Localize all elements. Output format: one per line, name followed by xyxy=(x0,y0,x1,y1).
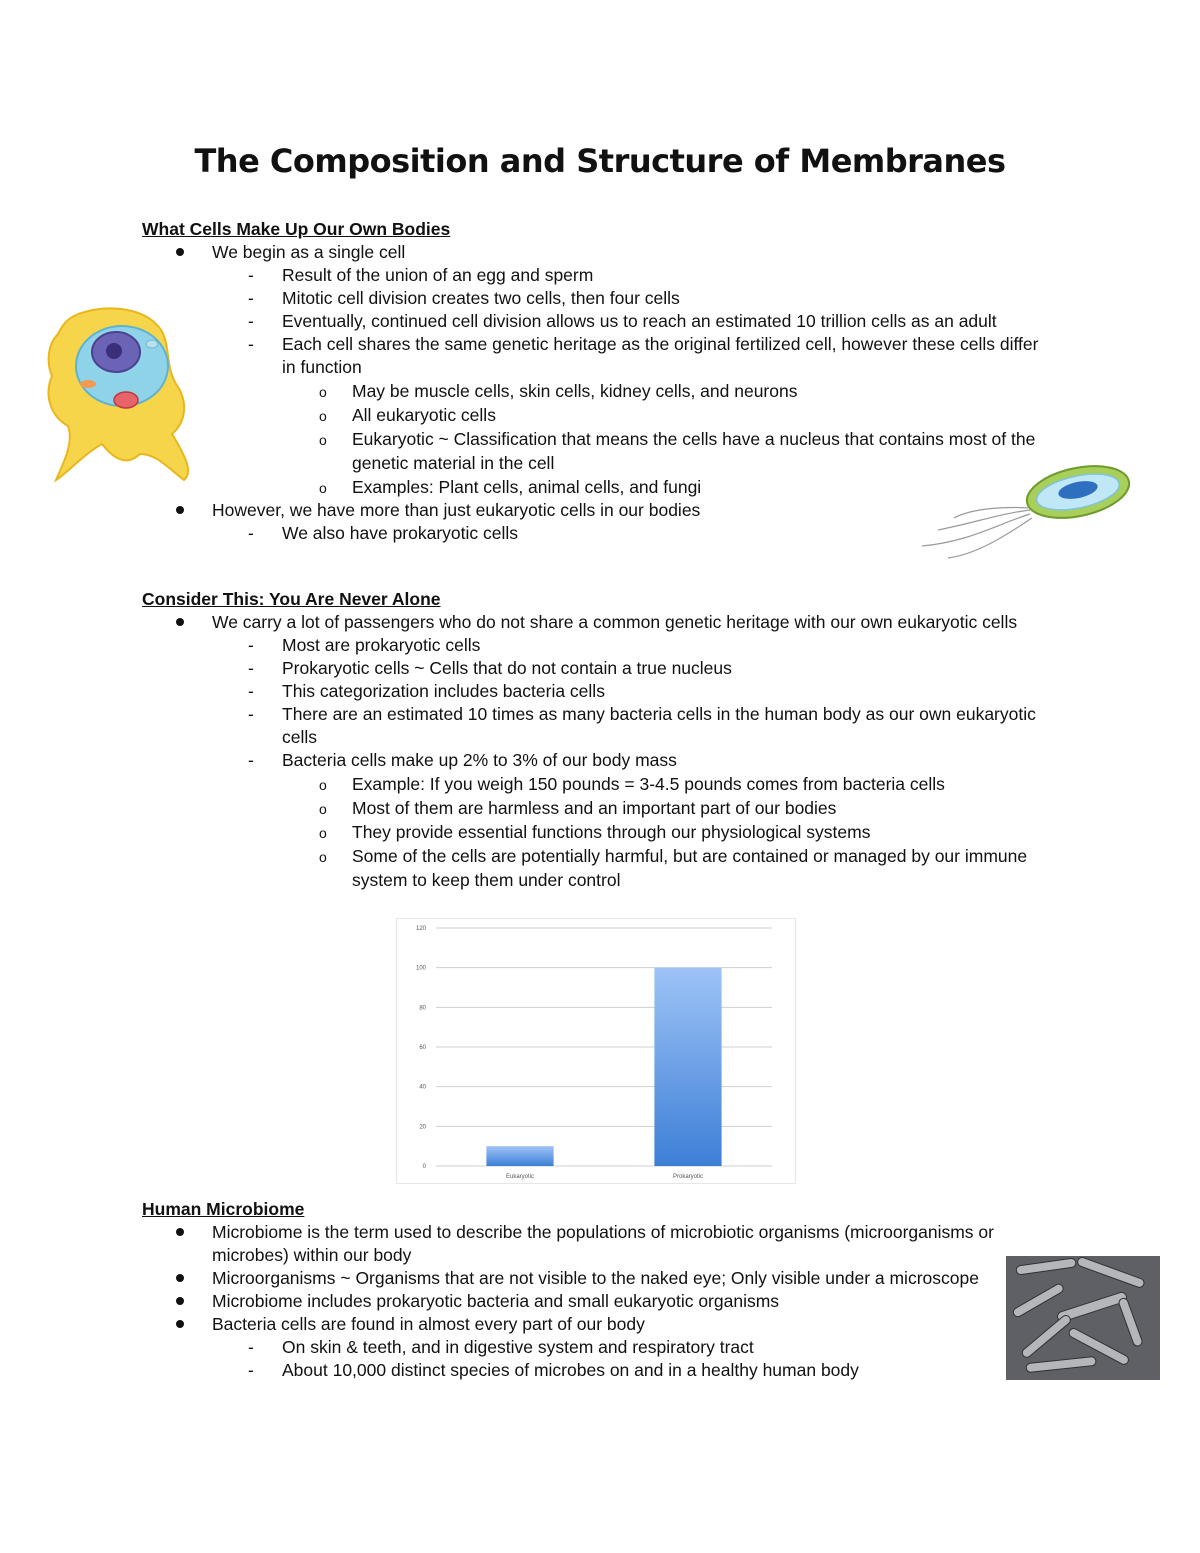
section-heading: Consider This: You Are Never Alone xyxy=(142,589,441,609)
sub-sub-item-text: Example: If you weigh 150 pounds = 3-4.5 pounds comes from bacteria cells xyxy=(352,774,945,794)
bar-prokaryotic xyxy=(654,968,721,1166)
flagella xyxy=(922,507,1032,558)
sub-sub-item-text: Most of them are harmless and an important part of our bodies xyxy=(352,798,837,818)
cell-count-chart xyxy=(396,918,796,1184)
sub-item-text: Each cell shares the same genetic heritage as the original fertilized cell, however these cells differ in function xyxy=(282,334,1039,377)
list-item-text: Microbiome includes prokaryotic bacteria and small eukaryotic organisms xyxy=(212,1291,780,1311)
sub-list-item xyxy=(212,264,1052,287)
sub-item-text: There are an estimated 10 times as many bacteria cells in the human body as our own eukaryotic cells xyxy=(282,704,1036,747)
y-tick-label: 120 xyxy=(415,926,426,932)
list-item xyxy=(142,1290,1052,1313)
list-item xyxy=(142,1221,1052,1267)
sub-list-item xyxy=(212,703,1052,749)
bar-eukaryotic xyxy=(486,1146,553,1166)
sub-item-text: On skin & teeth, and in digestive system and respiratory tract xyxy=(282,1337,754,1357)
sub-list-item xyxy=(212,680,1052,703)
sub-sub-list-item xyxy=(282,379,1052,403)
mitochondrion xyxy=(114,392,138,408)
section-cells-in-body xyxy=(142,218,1052,545)
y-tick-label: 100 xyxy=(415,965,426,972)
sub-list-item xyxy=(212,657,1052,680)
y-tick-label: 60 xyxy=(419,1045,426,1051)
sub-list xyxy=(212,1336,1052,1382)
sub-sub-item-text: May be muscle cells, skin cells, kidney cells, and neurons xyxy=(352,381,798,401)
animal-cell-illustration xyxy=(44,304,194,484)
nucleolus xyxy=(106,343,122,359)
sub-list-item xyxy=(212,634,1052,657)
bacteria-microscope-photo xyxy=(1006,1256,1160,1380)
sub-item-text: Eventually, continued cell division allows us to reach an estimated 10 trillion cells as an adult xyxy=(282,311,997,331)
bacterium-illustration xyxy=(918,462,1132,562)
sub-list-item xyxy=(212,1336,1052,1359)
list-item xyxy=(142,241,1052,499)
sub-sub-item-text: All eukaryotic cells xyxy=(352,405,496,425)
list-item xyxy=(142,499,1052,545)
sub-item-text: We also have prokaryotic cells xyxy=(282,523,519,543)
sub-item-text: Prokaryotic cells ~ Cells that do not contain a true nucleus xyxy=(282,658,732,678)
sub-item-text: Mitotic cell division creates two cells, then four cells xyxy=(282,288,680,308)
list-item xyxy=(142,611,1052,892)
sub-sub-item-text: Examples: Plant cells, animal cells, and fungi xyxy=(352,477,702,497)
sub-item-text: This categorization includes bacteria cells xyxy=(282,681,605,701)
sub-sub-list-item xyxy=(282,403,1052,427)
list-item xyxy=(142,1313,1052,1382)
sub-list-item xyxy=(212,749,1052,892)
organelle xyxy=(80,380,96,388)
sub-list-item xyxy=(212,1359,1052,1382)
y-tick-label: 80 xyxy=(419,1005,426,1012)
sub-item-text: About 10,000 distinct species of microbes on and in a healthy human body xyxy=(282,1360,859,1380)
x-tick-label: Prokaryotic xyxy=(672,1174,704,1180)
list-item-text: Bacteria cells are found in almost every part of our body xyxy=(212,1314,645,1334)
sub-item-text: Result of the union of an egg and sperm xyxy=(282,265,594,285)
sub-item-text: Most are prokaryotic cells xyxy=(282,635,481,655)
sub-sub-list xyxy=(282,772,1052,892)
sub-sub-list-item xyxy=(282,796,1052,820)
y-tick-label: 40 xyxy=(419,1084,426,1091)
x-tick-label: Eukaryotic xyxy=(505,1174,535,1180)
page-title: The Composition and Structure of Membranes xyxy=(194,142,1006,180)
sub-sub-list-item xyxy=(282,844,1052,892)
sub-sub-item-text: Some of the cells are potentially harmful, but are contained or managed by our immune system to keep them under control xyxy=(352,846,1028,890)
sub-sub-item-text: Eukaryotic ~ Classification that means the cells have a nucleus that contains most of the genetic material in the cell xyxy=(352,429,1036,473)
bullet-list xyxy=(142,1221,1052,1382)
section-heading: What Cells Make Up Our Own Bodies xyxy=(142,219,451,239)
list-item-text: Microbiome is the term used to describe the populations of microbiotic organisms (microorganisms or microbes) within our body xyxy=(212,1222,994,1265)
sub-list-item xyxy=(212,287,1052,310)
vesicle xyxy=(146,340,158,348)
sub-sub-list-item xyxy=(282,820,1052,844)
y-tick-label: 20 xyxy=(419,1124,426,1131)
sub-sub-item-text: They provide essential functions through our physiological systems xyxy=(352,822,871,842)
bullet-list xyxy=(142,611,1052,892)
sub-item-text: Bacteria cells make up 2% to 3% of our body mass xyxy=(282,750,677,770)
list-item-text: We begin as a single cell xyxy=(212,242,406,262)
section-microbiome xyxy=(142,1198,1052,1382)
list-item-text: However, we have more than just eukaryotic cells in our bodies xyxy=(212,500,701,520)
y-tick-label: 0 xyxy=(422,1164,426,1170)
sub-list-item xyxy=(212,310,1052,333)
sub-sub-list-item xyxy=(282,772,1052,796)
list-item xyxy=(142,1267,1052,1290)
bullet-list xyxy=(142,241,1052,545)
list-item-text: We carry a lot of passengers who do not share a common genetic heritage with our own eukaryotic cells xyxy=(212,612,1018,632)
chart-frame xyxy=(397,919,796,1184)
section-heading: Human Microbiome xyxy=(142,1199,305,1219)
list-item-text: Microorganisms ~ Organisms that are not visible to the naked eye; Only visible under a microscope xyxy=(212,1268,979,1288)
sub-list xyxy=(212,634,1052,892)
bar-chart-svg xyxy=(396,918,796,1184)
section-never-alone xyxy=(142,588,1052,892)
